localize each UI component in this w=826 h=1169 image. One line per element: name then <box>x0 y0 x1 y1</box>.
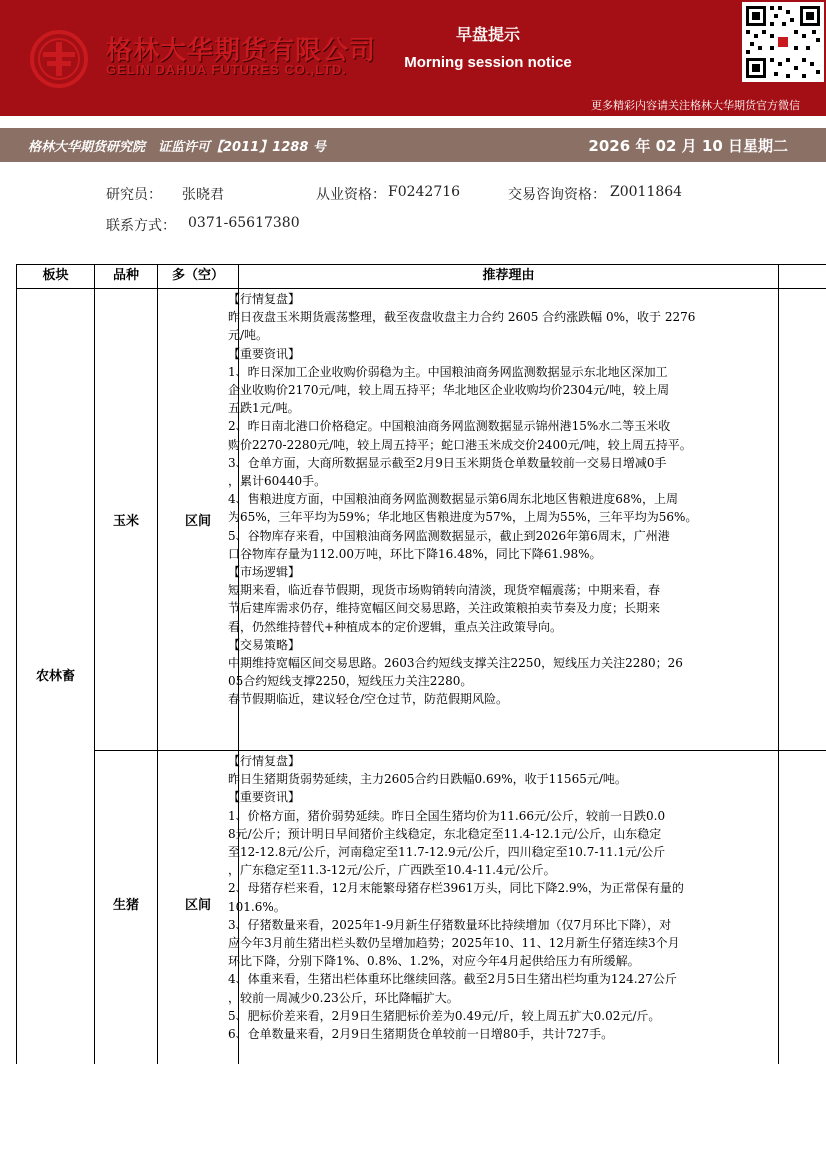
reason-line: 1、价格方面，猪价弱势延续。昨日全国生猪均价为11.66元/公斤，较前一日跌0.0 <box>228 808 666 823</box>
reason-line: 元/吨。 <box>228 328 269 343</box>
table-row-divider <box>94 750 826 751</box>
reason-line: 101.6%。 <box>228 899 286 914</box>
researcher-name: 张晓君 <box>182 187 224 203</box>
hog-reason-text <box>228 752 758 1043</box>
reason-line: 5、肥标价差来看，2月9日生猪肥标价差为0.49元/斤，较上周五扩大0.02元/斤。 <box>228 1008 661 1023</box>
table-divider-reason <box>778 264 779 1064</box>
reason-line: 【交易策略】 <box>228 637 301 652</box>
report-title-en: Morning session notice <box>404 54 572 71</box>
qualification-label: 从业资格： <box>316 187 386 203</box>
report-date: 2026 年 02 月 10 日星期二 <box>588 137 788 155</box>
sector-cell: 农林畜 <box>35 669 75 684</box>
reason-line: 4、售粮进度方面，中国粮油商务网监测数据显示第6周东北地区售粮进度68%，上周 <box>228 492 678 507</box>
reason-line: 3、仓单方面，大商所数据显示截至2月9日玉米期货仓单数量较前一交易日增减0手 <box>228 455 667 470</box>
researcher-label: 研究员： <box>106 187 162 203</box>
header-band <box>0 0 826 116</box>
reason-line: 【市场逻辑】 <box>228 565 301 580</box>
reason-line: 看，仍然维持替代+种植成本的定价逻辑，重点关注政策导向。 <box>228 619 563 634</box>
header-sector: 板块 <box>42 268 69 283</box>
reason-line: ，广东稳定至11.3-12元/公斤，广西跌至10.4-11.4元/公斤。 <box>228 863 556 878</box>
reason-line: 昨日夜盘玉米期货震荡整理，截至夜盘收盘主力合约 2605 合约涨跌幅 0%，收于 2276 <box>228 310 696 325</box>
header-variety: 品种 <box>112 268 139 283</box>
reason-line: 2、母猪存栏来看，12月末能繁母猪存栏3961万头，同比下降2.9%，为正常保有量的 <box>228 881 684 896</box>
reason-line: 3、仔猪数量来看，2025年1-9月新生仔猪数量环比持续增加（仅7月环比下降），对 <box>228 917 672 932</box>
variety-hog: 生猪 <box>112 898 139 913</box>
table-divider-sector <box>94 264 95 1064</box>
reason-line: 6、仓单数量来看，2月9日生猪期货仓单较前一日增80手，共计727手。 <box>228 1027 614 1042</box>
reason-line: 2、昨日南北港口价格稳定。中国粮油商务网监测数据显示锦州港15%水二等玉米收 <box>228 419 671 434</box>
wechat-qr-code-icon <box>742 2 824 82</box>
consult-value: Z0011864 <box>610 184 683 200</box>
reason-line: 为65%，三年平均为59%；华北地区售粮进度为57%，上周为55%，三年平均为56%。 <box>228 510 698 525</box>
qualification-value: F0242716 <box>388 184 461 200</box>
contact-label: 联系方式： <box>106 218 176 234</box>
institute-license: 格林大华期货研究院 证监许可【2011】1288 号 <box>28 140 326 155</box>
reason-line: 4、体重来看，生猪出栏体重环比继续回落。截至2月5日生猪出栏均重为124.27公斤 <box>228 972 677 987</box>
reason-line: 节后建库需求仍存，维持宽幅区间交易思路，关注政策粮拍卖节奏及力度；长期来 <box>228 601 661 616</box>
reason-line: 【重要资讯】 <box>228 346 301 361</box>
reason-line: 中期维持宽幅区间交易思路。2603合约短线支撑关注2250，短线压力关注2280；26 <box>228 656 683 671</box>
reason-line: ，累计60440手。 <box>228 474 327 489</box>
reason-line: 1、昨日深加工企业收购价弱稳为主。中国粮油商务网监测数据显示东北地区深加工 <box>228 364 668 379</box>
table-divider-variety <box>157 264 158 1064</box>
header-reason: 推荐理由 <box>482 268 535 283</box>
reason-line: 五跌1元/吨。 <box>228 401 300 416</box>
reason-line: 应今年3月前生猪出栏头数仍呈增加趋势；2025年10、11、12月新生仔猪连续3个月 <box>228 936 680 951</box>
reason-line: 至12-12.8元/公斤，河南稳定至11.7-12.9元/公斤，四川稳定至10.7-11.1元/公斤 <box>228 845 666 860</box>
report-title-cn: 早盘提示 <box>455 25 520 44</box>
company-name-en: GELIN DAHUA FUTURES CO.,LTD. <box>106 62 348 77</box>
contact-value: 0371-65617380 <box>188 215 300 231</box>
company-emblem-icon <box>30 30 88 88</box>
reason-line: 购价2270-2280元/吨，较上周五持平；蛇口港玉米成交价2400元/吨，较上周五持平。 <box>228 437 692 452</box>
company-name-cn: 格林大华期货有限公司 <box>106 36 377 66</box>
direction-hog: 区间 <box>184 898 211 913</box>
reason-line: 环比下降，分别下降1%、0.8%、1.2%，对应今年4月起供给压力有所缓解。 <box>228 954 640 969</box>
reason-line: 昨日生猪期货弱势延续，主力2605合约日跌幅0.69%，收于11565元/吨。 <box>228 772 627 787</box>
reason-line: 【行情复盘】 <box>228 292 301 306</box>
reason-line: 口谷物库存量为112.00万吨，环比下降16.48%，同比下降61.98%。 <box>228 546 602 561</box>
variety-corn: 玉米 <box>112 514 139 529</box>
corn-reason-text <box>228 290 758 709</box>
header-direction: 多（空） <box>171 268 224 283</box>
reason-line: 8元/公斤；预计明日早间猪价主线稳定，东北稳定至11.4-12.1元/公斤，山东稳定 <box>228 826 662 841</box>
reason-line: ，较前一周减少0.23公斤，环比降幅扩大。 <box>228 990 459 1005</box>
reason-line: 05合约短线支撑2250，短线压力关注2280。 <box>228 674 473 689</box>
reason-line: 【行情复盘】 <box>228 754 301 768</box>
reason-line: 企业收购价2170元/吨，较上周五持平；华北地区企业收购均价2304元/吨，较上周 <box>228 383 670 398</box>
consult-label: 交易咨询资格： <box>508 187 606 203</box>
table-border-left <box>16 264 17 1064</box>
table-header-underline <box>16 288 826 289</box>
follow-wechat-text: 更多精彩内容请关注格林大华期货官方微信 <box>591 99 800 112</box>
reason-line: 春节假期临近，建议轻仓/空仓过节，防范假期风险。 <box>228 692 509 707</box>
direction-corn: 区间 <box>184 514 211 529</box>
info-bar <box>0 128 826 162</box>
reason-line: 短期来看，临近春节假期，现货市场购销转向清淡，现货窄幅震荡；中期来看，春 <box>228 583 661 598</box>
reason-line: 【重要资讯】 <box>228 790 301 805</box>
company-logo <box>30 28 377 88</box>
reason-line: 5、谷物库存来看，中国粮油商务网监测数据显示，截止到2026年第6周末，广州港 <box>228 528 670 543</box>
